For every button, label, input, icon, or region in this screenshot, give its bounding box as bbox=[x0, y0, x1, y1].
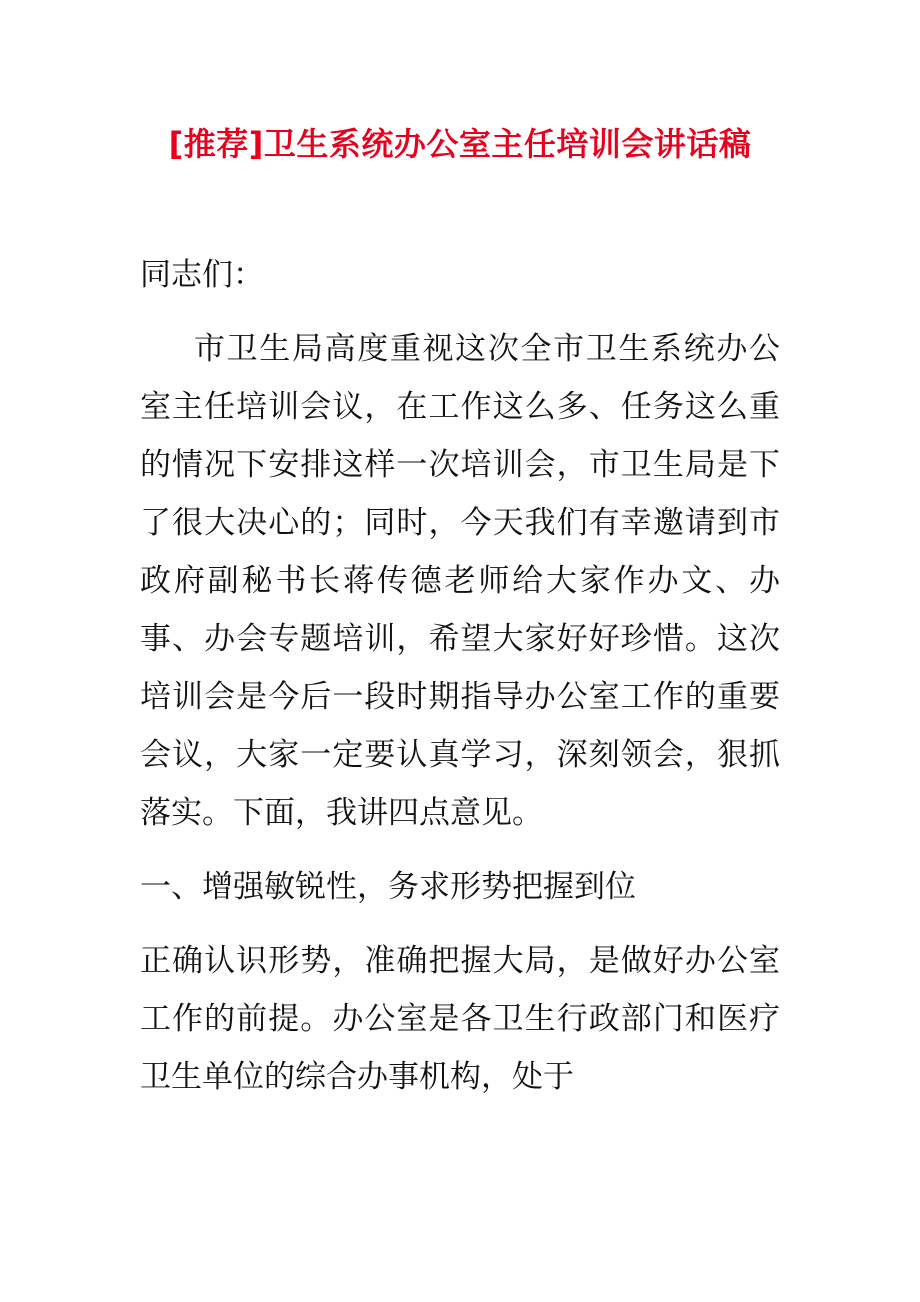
document-body bbox=[140, 246, 780, 1106]
paragraph-section-1: 正确认识形势，准确把握大局，是做好办公室工作的前提。办公室是各卫生行政部门和医疗卫生单位的综合办事机构，处于 bbox=[140, 943, 780, 1095]
section-heading-1: 一、增强敏锐性，务求形势把握到位 bbox=[140, 869, 636, 905]
greeting: 同志们： bbox=[140, 257, 264, 293]
paragraph-opening: 市卫生局高度重视这次全市卫生系统办公室主任培训会议，在工作这么多、任务这么重的情况下安排这样一次培训会，市卫生局是下了很大决心的；同时，今天我们有幸邀请到市政府副秘书长蒋传德老师给大家作办文、办事、办会专题培训，希望大家好好珍惜。这次培训会是今后一段时期指导办公室工作的重要会议，大家一定要认真学习，深刻领会，狠抓落实。下面，我讲四点意见。 bbox=[140, 331, 780, 831]
document-title: [推荐]卫生系统办公室主任培训会讲话稿 bbox=[168, 125, 752, 163]
